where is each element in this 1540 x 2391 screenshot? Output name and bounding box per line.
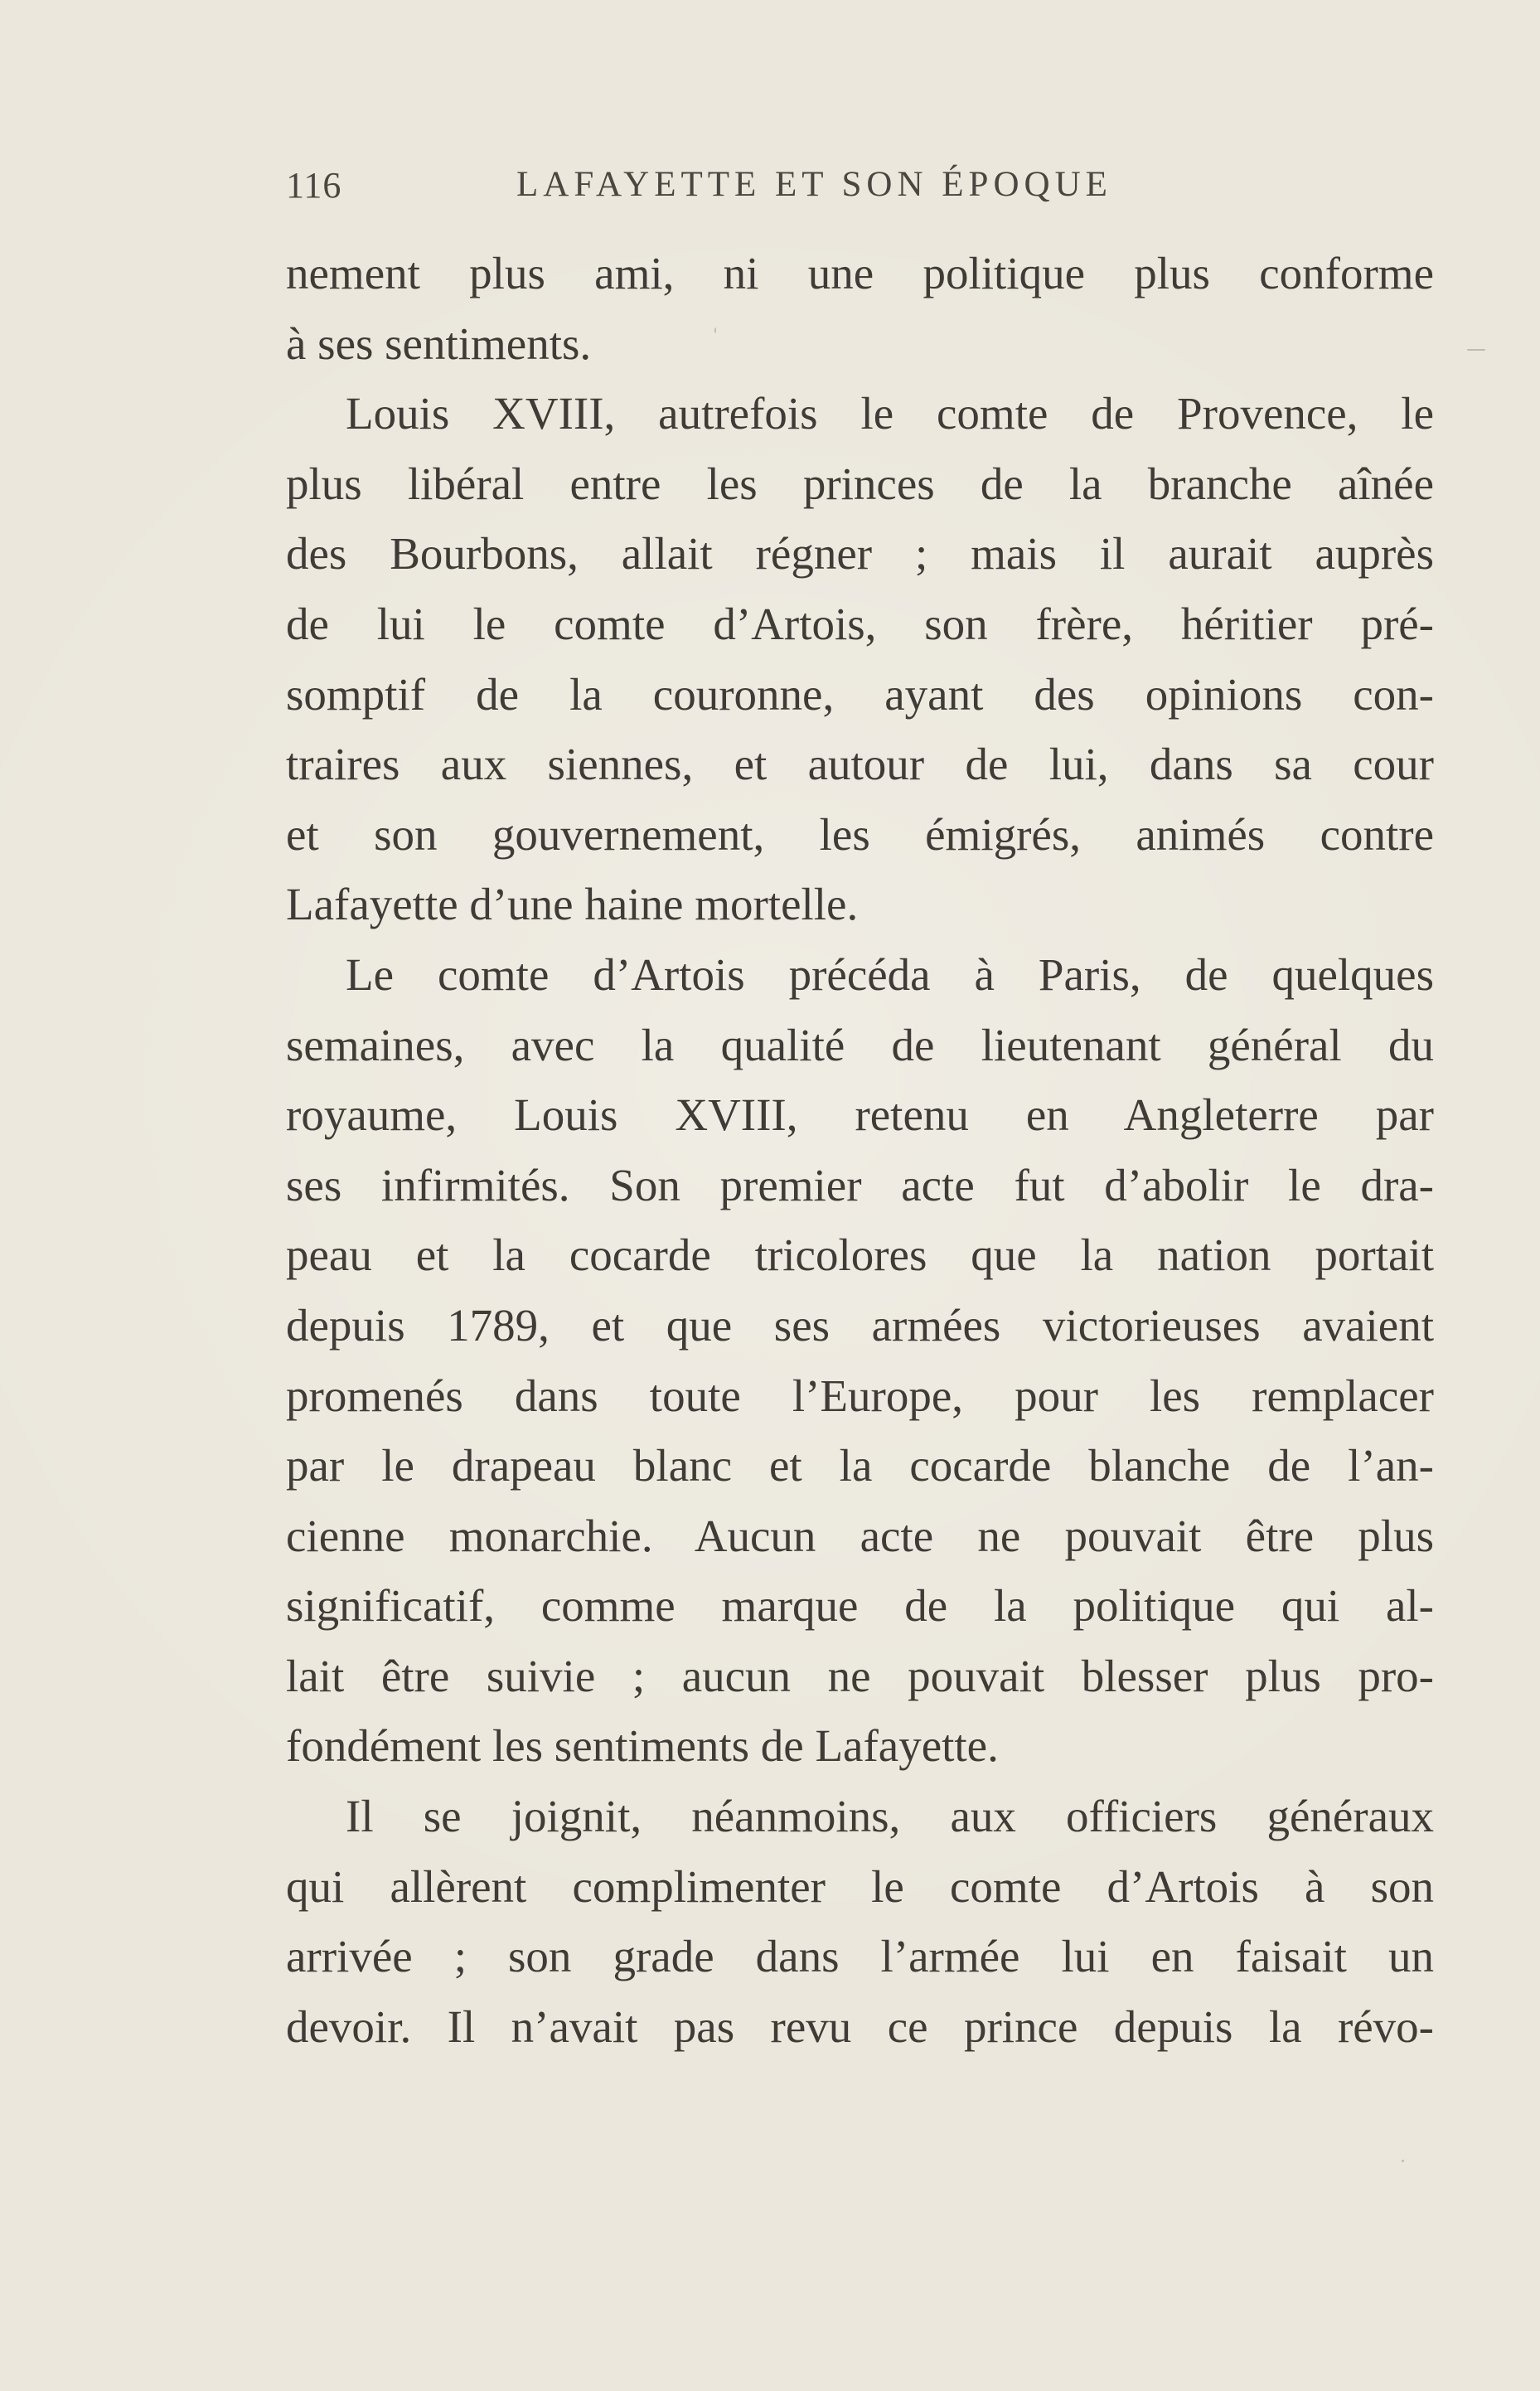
text-line: cienne monarchie. Aucun acte ne pouvait être plus [286,1510,1434,1561]
text-line: nement plus ami, ni une politique plus conforme [286,248,1434,298]
text-line: royaume, Louis XVIII, retenu en Angleterre par [286,1089,1434,1141]
text-line: qui allèrent complimenter le comte d’Artois à son [286,1860,1434,1912]
page-number: 116 [286,165,342,206]
text-line: ses infirmités. Son premier acte fut d’abolir le dra- [286,1159,1434,1210]
text-line: plus libéral entre les princes de la branche aînée [286,458,1434,509]
paper-speck [1402,2160,1404,2162]
text-line: lait être suivie ; aucun ne pouvait blesser plus pro- [286,1650,1434,1701]
text-line: à ses sentiments. [286,318,592,369]
page-header [286,164,1430,222]
paper-speck [714,327,716,333]
text-line: depuis 1789, et que ses armées victorieuses avaient [286,1299,1434,1351]
text-line: par le drapeau blanc et la cocarde blanche de l’an- [286,1440,1434,1491]
body-text [286,239,1434,2062]
paper-speck [1467,349,1485,351]
text-line: semaines, avec la qualité de lieutenant général du [286,1019,1434,1070]
paragraph-start-line: Il se joignit, néanmoins, aux officiers généraux [346,1791,1434,1842]
text-line: peau et la cocarde tricolores que la nation portait [286,1229,1434,1281]
text-line: arrivée ; son grade dans l’armée lui en faisait un [286,1931,1434,1982]
text-line: promenés dans toute l’Europe, pour les remplacer [286,1370,1434,1421]
text-line: devoir. Il n’avait pas revu ce prince depuis la révo- [286,2001,1434,2052]
paragraph-start-line: Louis XVIII, autrefois le comte de Provence, le [346,388,1434,439]
running-title: LAFAYETTE ET SON ÉPOQUE [516,165,1112,204]
text-line: traires aux siennes, et autour de lui, dans sa cour [286,739,1434,790]
text-line: et son gouvernement, les émigrés, animés contre [286,808,1434,860]
text-line: de lui le comte d’Artois, son frère, héritier pré- [286,598,1434,649]
text-line: somptif de la couronne, ayant des opinions con- [286,668,1434,720]
text-line: significatif, comme marque de la politique qui al- [286,1580,1434,1632]
text-line: fondément les sentiments de Lafayette. [286,1720,999,1772]
text-line: des Bourbons, allait régner ; mais il aurait auprès [286,528,1434,580]
text-line: Lafayette d’une haine mortelle. [286,879,859,930]
paragraph-start-line: Le comte d’Artois précéda à Paris, de quelques [346,948,1434,1000]
